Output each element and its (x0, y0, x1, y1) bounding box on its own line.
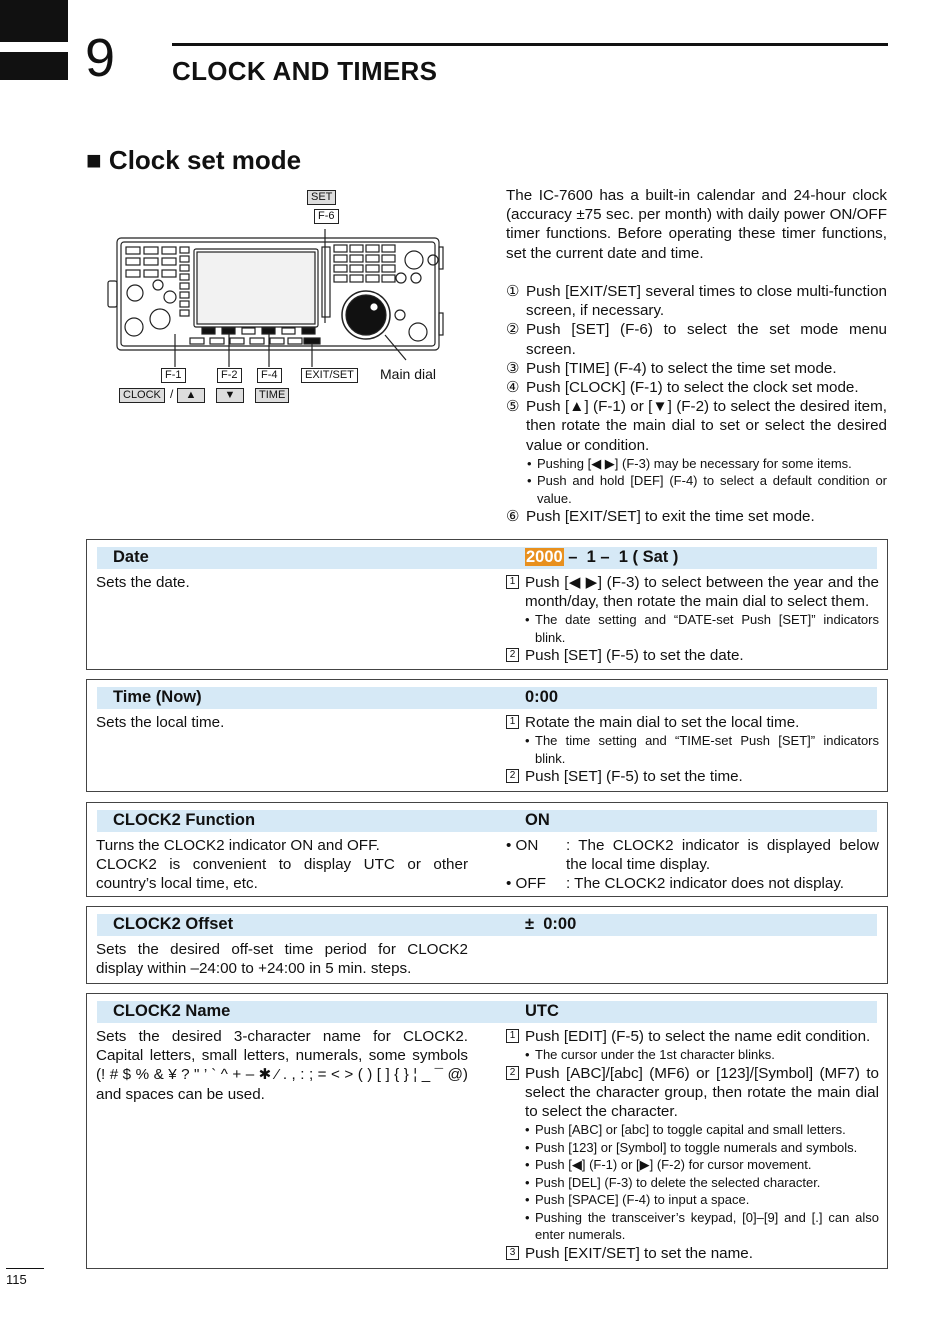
step-2 (506, 320, 887, 358)
step-text: Push [EXIT/SET] to exit the time set mode. (526, 508, 815, 526)
option-key: • OFF (506, 875, 546, 893)
sub-note (506, 1046, 879, 1064)
item-value (525, 548, 678, 567)
item-name: CLOCK2 Function (113, 811, 256, 829)
item-options (506, 836, 879, 894)
step-5-note (506, 472, 887, 507)
set-label: SET (307, 190, 336, 205)
sub-note (506, 1174, 879, 1192)
item-instructions (506, 573, 879, 666)
step-number: ② (506, 321, 520, 339)
sub-step-number: 2 (506, 769, 519, 783)
chapter-title: CLOCK AND TIMERS (172, 56, 438, 86)
item-description: Sets the date. (96, 574, 190, 591)
date-rest: – 1 – 1 ( Sat ) (563, 548, 679, 566)
item-instructions (506, 713, 879, 786)
bullet: • (527, 455, 532, 471)
step-4 (506, 378, 887, 397)
sub-step-number: 1 (506, 1029, 519, 1043)
year-highlight: 2000 (526, 548, 563, 566)
item-name: CLOCK2 Offset (113, 915, 234, 933)
time-item (86, 679, 888, 792)
page-number: 115 (6, 1272, 27, 1287)
bullet: • (525, 1122, 530, 1138)
item-instructions (506, 1027, 879, 1263)
sub-step-text: Rotate the main dial to set the local time. (525, 714, 800, 731)
sub-step-text: Push [EDIT] (F-5) to select the name edit condition. (525, 1028, 871, 1045)
time-label: TIME (255, 388, 289, 403)
sub-step (506, 1027, 879, 1046)
step-text: Push [EXIT/SET] several times to close multi-function screen, if necessary. (526, 283, 887, 320)
item-header (97, 810, 877, 832)
bullet: • (525, 1047, 530, 1063)
sub-note (506, 611, 879, 646)
item-name: Time (Now) (113, 688, 202, 706)
step-3 (506, 359, 887, 378)
item-description (96, 836, 468, 894)
sub-note (506, 1139, 879, 1157)
sub-note (506, 1191, 879, 1209)
procedure-steps (506, 282, 887, 527)
item-value: ± 0:00 (525, 915, 577, 933)
sub-step (506, 646, 879, 665)
f4-label: F-4 (257, 368, 282, 383)
section-title: ■ Clock set mode (86, 145, 302, 175)
exit-set-label: EXIT/SET (301, 368, 358, 383)
sub-note (506, 1156, 879, 1174)
item-header (97, 914, 877, 936)
chapter-tab (0, 0, 68, 42)
intro-paragraph (506, 186, 887, 263)
item-name: CLOCK2 Name (113, 1002, 231, 1020)
page-number-rule (6, 1268, 44, 1269)
f6-label: F-6 (314, 209, 339, 224)
sub-step-text: Push [SET] (F-5) to set the date. (525, 647, 744, 665)
clock-label: CLOCK (119, 388, 165, 403)
sub-note-text: Push [123] or [Symbol] to toggle numerals and symbols. (535, 1139, 858, 1155)
sub-step-number: 2 (506, 648, 519, 662)
main-dial-label: Main dial (380, 366, 437, 382)
bullet: • (525, 1209, 530, 1225)
option-on (506, 836, 879, 874)
clock2-offset-item (86, 906, 888, 984)
item-header (97, 547, 877, 569)
sub-step (506, 767, 879, 786)
sub-step (506, 1244, 879, 1263)
chapter-number: 9 (85, 28, 116, 88)
item-value: UTC (525, 1002, 559, 1020)
note-text: Push and hold [DEF] (F-4) to select a default condition or value. (537, 473, 887, 506)
bullet: • (525, 733, 530, 749)
sub-step-text: Push [EXIT/SET] to set the name. (525, 1244, 753, 1262)
sub-note-text: Push [DEL] (F-3) to delete the selected character. (535, 1174, 821, 1190)
step-5 (506, 397, 887, 455)
step-number: ⑥ (506, 508, 520, 526)
option-off (506, 874, 879, 893)
item-value: 0:00 (525, 688, 559, 706)
sub-note (506, 1209, 879, 1244)
down-arrow-icon: ▼ (216, 388, 244, 403)
description-line: CLOCK2 is convenient to display UTC or other country’s local time, etc. (96, 856, 468, 893)
sub-step-text: Push [SET] (F-5) to set the time. (525, 768, 743, 786)
transceiver-diagram (100, 185, 460, 410)
step-number: ④ (506, 379, 520, 397)
option-key: • ON (506, 837, 539, 854)
up-arrow-icon: ▲ (177, 388, 205, 403)
sub-step (506, 713, 879, 732)
sub-step-number: 2 (506, 1066, 519, 1080)
item-description: Sets the local time. (96, 714, 225, 731)
sub-step (506, 1064, 879, 1122)
bullet: • (525, 1192, 530, 1208)
bullet: • (525, 1139, 530, 1155)
slash-label: / (170, 387, 174, 401)
sub-note-text: The cursor under the 1st character blinks. (535, 1047, 775, 1063)
step-text: Push [CLOCK] (F-1) to select the clock set mode. (526, 379, 859, 397)
clock2-function-item (86, 802, 888, 897)
sub-note-text: Push [◀] (F-1) or [▶] (F-2) for cursor movement. (535, 1157, 812, 1173)
sub-step-number: 1 (506, 715, 519, 729)
step-text: Push [SET] (F-6) to select the set mode menu screen. (526, 321, 887, 358)
step-5-note (506, 455, 887, 473)
item-description: Sets the desired off-set time period for CLOCK2 display within –24:00 to +24:00 in 5 min. steps. (96, 941, 468, 978)
sub-step-number: 1 (506, 575, 519, 589)
sub-step-number: 3 (506, 1246, 519, 1260)
step-text: Push [▲] (F-1) or [▼] (F-2) to select the desired item, then rotate the main dial to set or select the desired value or condition. (526, 398, 887, 454)
sub-note-text: Pushing the transceiver’s keypad, [0]–[9] and [.] can also enter numerals. (535, 1209, 879, 1243)
bullet: • (525, 612, 530, 628)
note-text: Pushing [◀ ▶] (F-3) may be necessary for some items. (537, 455, 852, 471)
item-name: Date (113, 548, 149, 566)
description-line: Turns the CLOCK2 indicator ON and OFF. (96, 837, 380, 854)
sub-step (506, 573, 879, 611)
option-text: : The CLOCK2 indicator does not display. (566, 875, 845, 893)
option-text: : The CLOCK2 indicator is displayed below the local time display. (566, 837, 879, 874)
sub-note (506, 732, 879, 767)
step-number: ① (506, 283, 520, 300)
item-value: ON (525, 811, 550, 829)
item-header (97, 687, 877, 709)
bullet: • (525, 1157, 530, 1173)
bullet: • (527, 473, 532, 489)
chapter-tab-lower (0, 52, 68, 80)
sub-note (506, 1121, 879, 1139)
sub-note-text: Push [SPACE] (F-4) to input a space. (535, 1192, 750, 1208)
step-1 (506, 282, 887, 320)
step-number: ③ (506, 359, 520, 377)
step-6 (506, 507, 887, 526)
item-header (97, 1001, 877, 1023)
item-description: Sets the desired 3-character name for CLOCK2. Capital letters, small letters, numerals, some symbols (! # $ % & ¥ ? " ’ ` ^ + – ✱ ⁄ . , : ; = < > ( ) [ ] { } ¦ _ ¯ @) and spaces can be used. (96, 1028, 468, 1103)
sub-note-text: The time setting and “TIME-set Push [SET]” indicators blink. (535, 733, 879, 766)
bullet: • (525, 1174, 530, 1190)
sub-note-text: Push [ABC] or [abc] to toggle capital and small letters. (535, 1122, 846, 1138)
sub-step-text: Push [◀ ▶] (F-3) to select between the year and the month/day, then rotate the main dial to select them. (525, 574, 879, 611)
sub-note-text: The date setting and “DATE-set Push [SET]” indicators blink. (535, 612, 879, 645)
f2-label: F-2 (217, 368, 242, 383)
f1-label: F-1 (161, 368, 186, 383)
step-number: ⑤ (506, 398, 520, 416)
chapter-rule (172, 43, 888, 46)
clock2-name-item (86, 993, 888, 1269)
date-item (86, 539, 888, 670)
intro-text: The IC-7600 has a built-in calendar and 24-hour clock (accuracy ±75 sec. per month) with daily power ON/OFF timer functions. Before operating these timer functions, set the current date and time. (506, 187, 887, 262)
step-text: Push [TIME] (F-4) to select the time set mode. (526, 359, 837, 377)
sub-step-text: Push [ABC]/[abc] (MF6) or [123]/[Symbol] (MF7) to select the character group, then rotate the main dial to select the character. (525, 1064, 879, 1121)
